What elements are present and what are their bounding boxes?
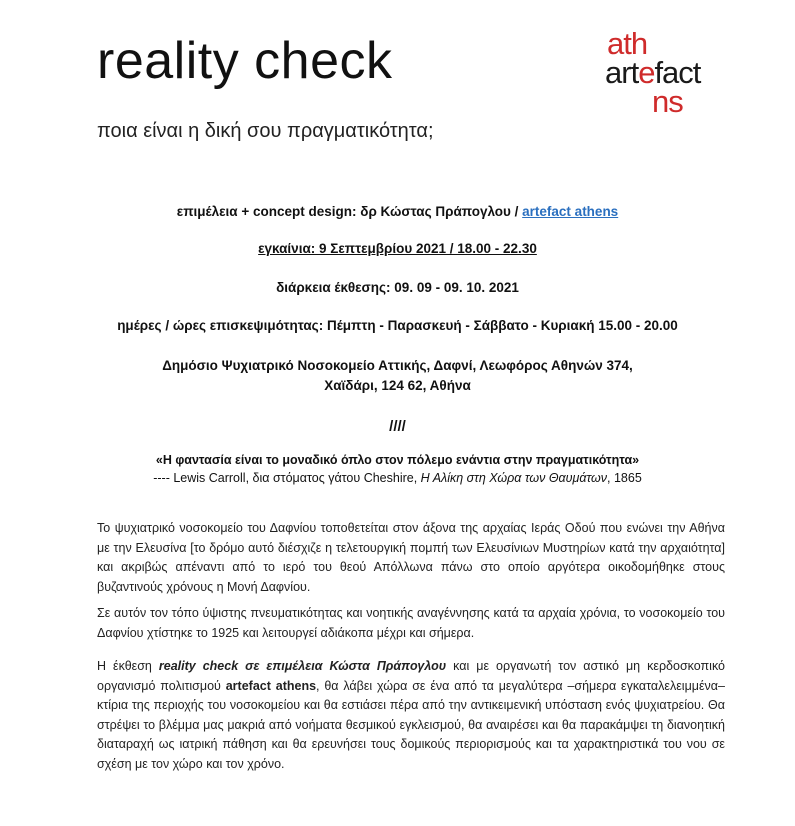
hours-line: ημέρες / ώρες επισκεψιμότητας: Πέμπτη - Παρασκευή - Σάββατο - Κυριακή 15.00 - 20.00 bbox=[117, 318, 678, 333]
logo-fact: fact bbox=[654, 55, 701, 90]
artefact-athens-logo bbox=[605, 28, 725, 123]
body-paragraph-3 bbox=[97, 657, 725, 774]
logo-line-ns: ns bbox=[652, 84, 683, 119]
p3-organizer: artefact athens bbox=[225, 678, 317, 693]
logo-e: e bbox=[638, 55, 655, 90]
page-subtitle: ποια είναι η δική σου πραγματικότητα; bbox=[97, 120, 434, 142]
artefact-athens-link[interactable]: artefact athens bbox=[522, 204, 619, 219]
opening-line: εγκαίνια: 9 Σεπτεμβρίου 2021 / 18.00 - 22.30 bbox=[258, 241, 537, 256]
body-paragraph-1: Το ψυχιατρικό νοσοκομείο του Δαφνίου τοποθετείται στον άξονα της αρχαίας Ιεράς Οδού που ενώνει την Αθήνα με την Ελευσίνα [το δρόμο αυτό διέσχιζε η τελετουργική πομπή των Ελευσίνιων Μυστηρίων κατά την αρχαιότητα] και ακριβώς απέναντι από το ιερό του θεού Απόλλωνα πάνω στο οποίο αργότερα οικοδομήθηκε στους βυζαντινούς χρόνους η Μονή Δαφνίου. bbox=[97, 521, 725, 594]
curation-label: επιμέλεια + concept design: δρ Κώστας Πράπογλου / bbox=[176, 204, 523, 219]
duration-line: διάρκεια έκθεσης: 09. 09 - 09. 10. 2021 bbox=[276, 280, 519, 295]
separator: //// bbox=[389, 418, 406, 435]
address-line-2: Χαϊδάρι, 124 62, Αθήνα bbox=[324, 378, 471, 393]
logo-art: art bbox=[605, 55, 639, 90]
p3-part-a: Η έκθεση bbox=[97, 659, 159, 673]
body-paragraph-2: Σε αυτόν τον τόπο ύψιστης πνευματικότητας και νοητικής αναγέννησης κατά τα αρχαία χρόνια, το νοσοκομείο του Δαφνίου χτίστηκε το 1925 και λειτουργεί αδιάκοπα μέχρι και σήμερα. bbox=[97, 606, 725, 640]
p3-part-e: , θα λάβει χώρα σε ένα από τα μεγαλύτερα –σήμερα εγκαταλελειμμένα– κτίρια της περιοχής του νοσοκομείου και θα εστιάσει πέρα από την αντικειμενική υπόσταση ενός ψυχιατρείου. Θα στρέψει το βλέμμα μας μακριά από νοήματα θεσμικού εγκλεισμού, θα αναιρέσει και θα παρακάμψει τη διανοητική διαταραχή ως ιατρική πάθηση και θα ερευνήσει τους δομικούς περιορισμούς και τα χαρακτηριστικά του νου σε σχέση με τον χώρο και τον χρόνο. bbox=[97, 678, 725, 771]
attribution-book: Η Αλίκη στη Χώρα των Θαυμάτων bbox=[420, 471, 608, 485]
p3-exhibition-title: reality check σε επιμέλεια Κώστα Πράπογλου bbox=[158, 659, 447, 673]
attribution-prefix: ---- Lewis Carroll, δια στόματος γάτου Cheshire, bbox=[153, 471, 421, 485]
address-line-1: Δημόσιο Ψυχιατρικό Νοσοκομείο Αττικής, Δαφνί, Λεωφόρος Αθηνών 374, bbox=[162, 358, 633, 373]
curation-line bbox=[0, 204, 795, 219]
page-title: reality check bbox=[97, 32, 393, 90]
quote-text: «Η φαντασία είναι το μοναδικό όπλο στον πόλεμο ενάντια στην πραγματικότητα» bbox=[155, 453, 640, 467]
logo-line-ath: ath bbox=[607, 26, 648, 61]
quote-attribution bbox=[0, 471, 795, 485]
p3-part-c: και με οργανωτή τον αστικό μη κερδοσκοπικό οργανισμό πολιτισμού bbox=[97, 659, 726, 693]
attribution-year: , 1865 bbox=[607, 471, 642, 485]
